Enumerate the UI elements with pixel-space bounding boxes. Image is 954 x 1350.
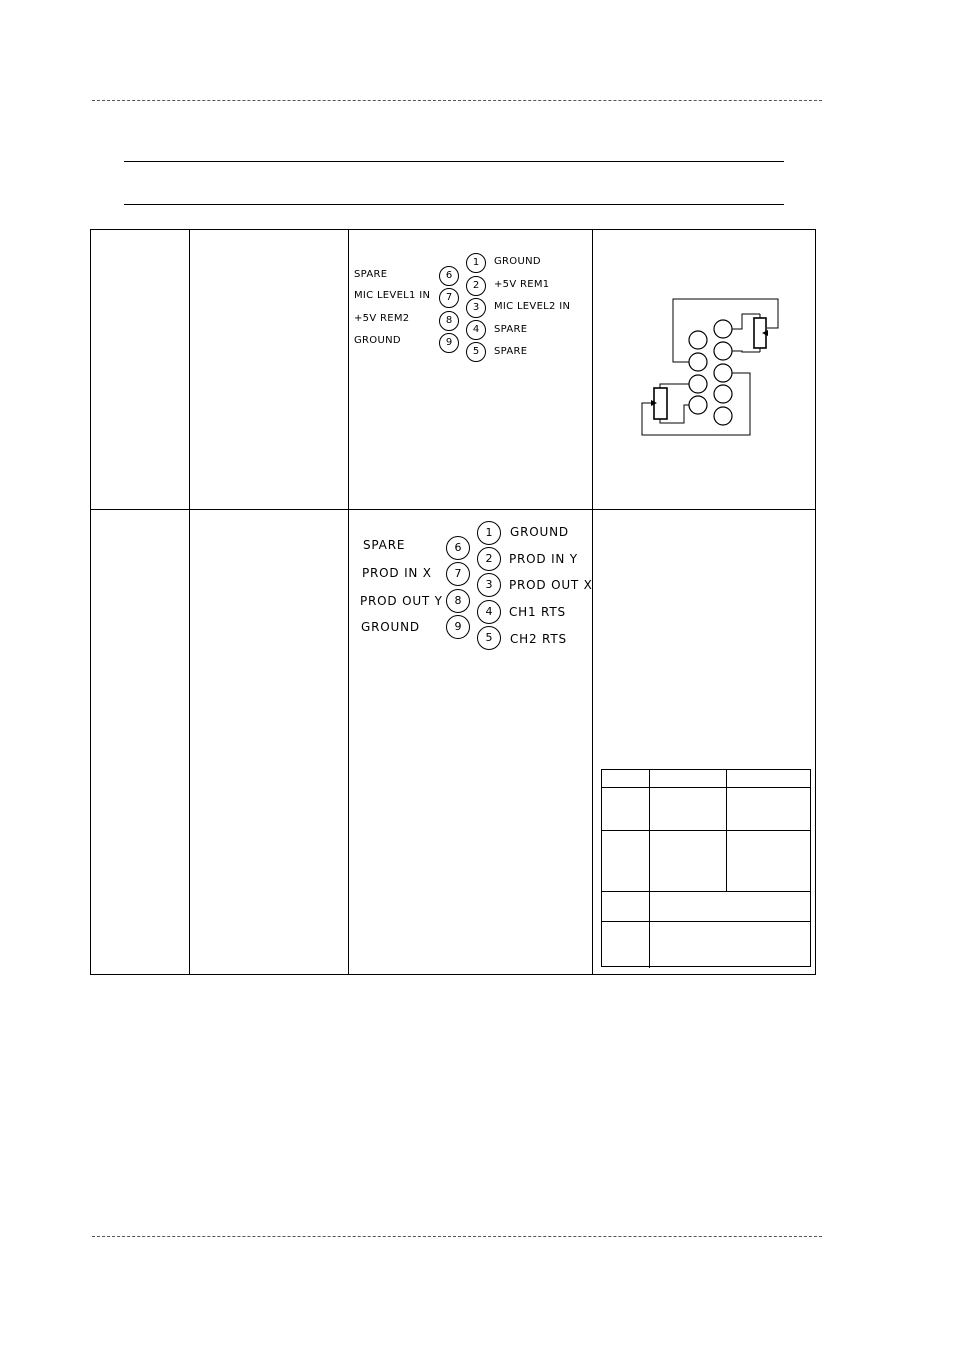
pin-circle: 7 bbox=[439, 288, 459, 308]
pin-label: GROUND bbox=[354, 335, 401, 346]
pin-circle: 3 bbox=[466, 298, 486, 318]
pin-circle: 2 bbox=[477, 547, 501, 571]
header-dashed-rule bbox=[92, 100, 822, 101]
grid-row-line bbox=[602, 891, 810, 892]
connector-a-wiring-diagram bbox=[630, 290, 790, 450]
pin-label: CH1 RTS bbox=[509, 605, 566, 619]
pin-circle: 1 bbox=[477, 521, 501, 545]
pin-circle: 4 bbox=[466, 320, 486, 340]
footer-dashed-rule bbox=[92, 1236, 822, 1237]
pin-label: SPARE bbox=[494, 346, 528, 357]
col-divider bbox=[348, 230, 349, 974]
pin-circle: 5 bbox=[466, 342, 486, 362]
pin-label: CH2 RTS bbox=[510, 632, 567, 646]
signal-grid-table bbox=[601, 769, 811, 967]
col-divider bbox=[189, 230, 190, 974]
pin-circle: 8 bbox=[439, 311, 459, 331]
title-rule-top bbox=[124, 161, 784, 162]
pin-label: +5V REM1 bbox=[494, 279, 550, 290]
pin-label: GROUND bbox=[510, 525, 569, 539]
pin-label: SPARE bbox=[363, 538, 406, 552]
row-divider bbox=[91, 509, 815, 510]
pin-circle: 6 bbox=[439, 266, 459, 286]
pin-label: PROD IN Y bbox=[509, 552, 578, 566]
pin-circle: 7 bbox=[446, 562, 470, 586]
pin-circle: 4 bbox=[477, 600, 501, 624]
pin-label: MIC LEVEL1 IN bbox=[354, 290, 431, 301]
pin-circle: 1 bbox=[466, 253, 486, 273]
pin-circle: 9 bbox=[446, 615, 470, 639]
grid-row-line bbox=[602, 921, 810, 922]
pin-circle: 3 bbox=[477, 573, 501, 597]
pin-label: MIC LEVEL2 IN bbox=[494, 301, 571, 312]
pin-label: PROD OUT Y bbox=[360, 594, 443, 608]
grid-col-line bbox=[649, 770, 650, 968]
pin-label: PROD OUT X bbox=[509, 578, 593, 592]
pin-label: +5V REM2 bbox=[354, 313, 410, 324]
pin-label: GROUND bbox=[494, 256, 541, 267]
pin-circle: 8 bbox=[446, 589, 470, 613]
grid-row-line bbox=[602, 787, 810, 788]
pin-circle: 6 bbox=[446, 536, 470, 560]
pin-circle: 9 bbox=[439, 333, 459, 353]
col-divider bbox=[592, 230, 593, 974]
grid-col-line bbox=[726, 770, 727, 891]
title-rule-bottom bbox=[124, 204, 784, 205]
pin-circle: 5 bbox=[477, 626, 501, 650]
pin-label: SPARE bbox=[494, 324, 528, 335]
pin-circle: 2 bbox=[466, 276, 486, 296]
pin-label: SPARE bbox=[354, 269, 388, 280]
pin-label: GROUND bbox=[361, 620, 420, 634]
pin-label: PROD IN X bbox=[362, 566, 432, 580]
grid-row-line bbox=[602, 830, 810, 831]
